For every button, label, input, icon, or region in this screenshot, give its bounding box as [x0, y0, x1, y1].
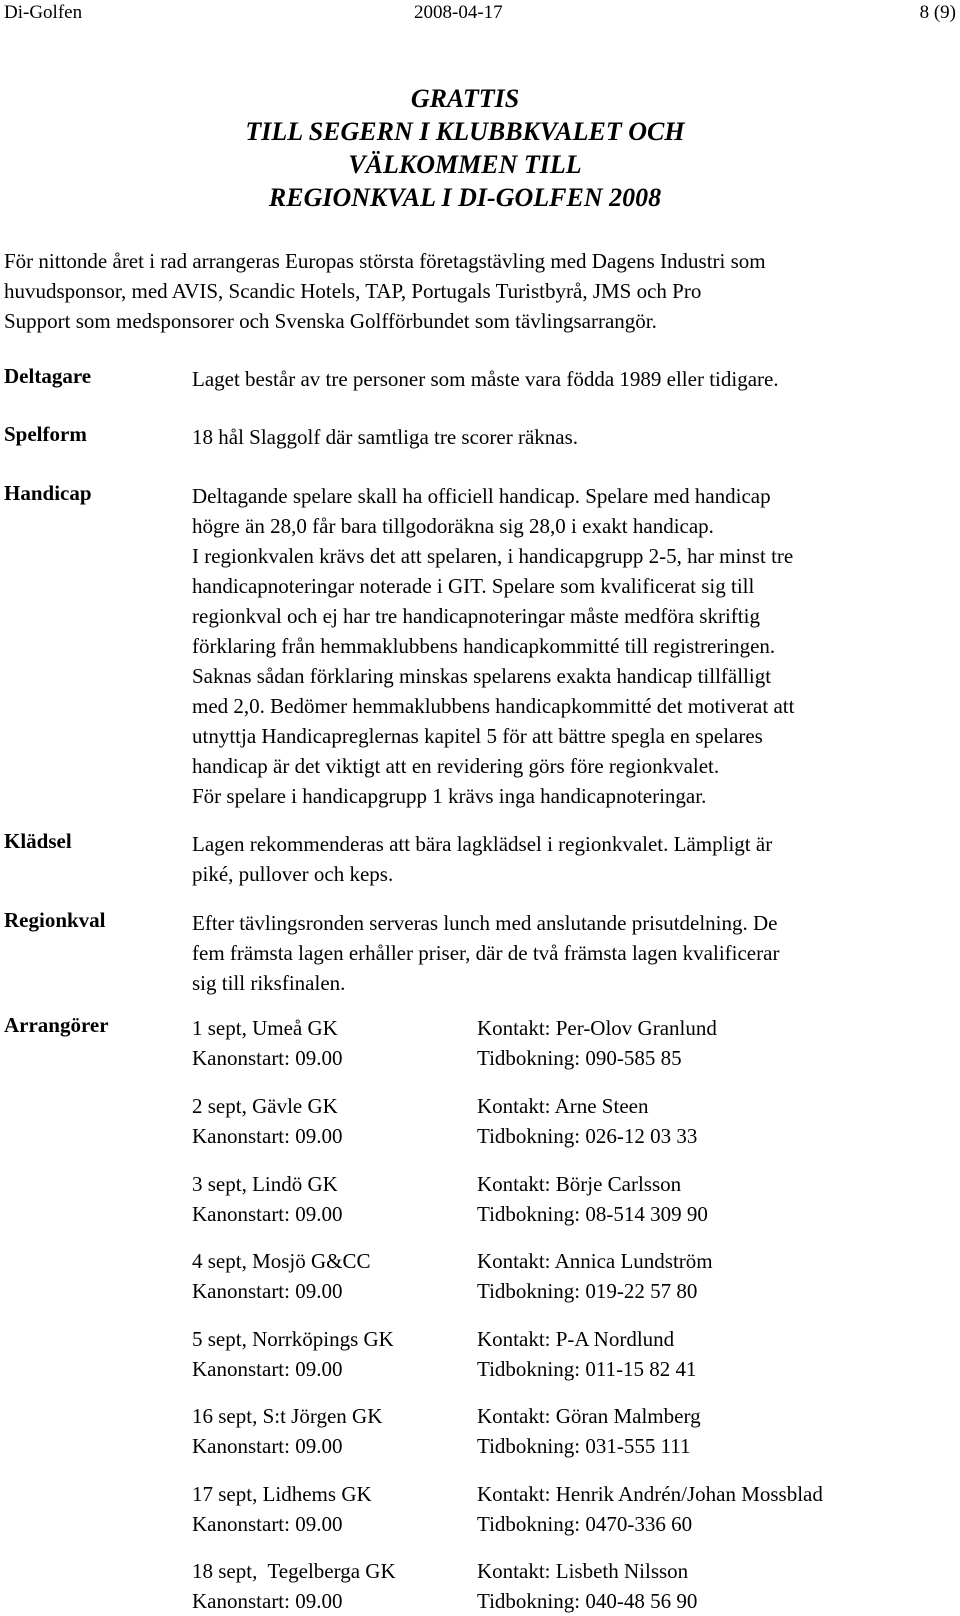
section-line: Lagen rekommenderas att bära lagklädsel i regionkvalet. Lämpligt är	[192, 832, 773, 856]
section-line: högre än 28,0 får bara tillgodoräkna sig 28,0 i exakt handicap.	[192, 514, 714, 538]
event-date-club: 18 sept, Tegelberga GK	[192, 1559, 396, 1583]
event-row	[192, 1479, 932, 1539]
header-date: 2008-04-17	[414, 2, 503, 23]
event-row	[192, 1401, 932, 1461]
section-line: regionkval och ej har tre handicapnoteringar måste medföra skriftig	[192, 604, 760, 628]
section-line: I regionkvalen krävs det att spelaren, i handicapgrupp 2-5, har minst tre	[192, 544, 794, 568]
section-text-spelform	[192, 422, 932, 452]
event-booking: Tidbokning: 031-555 111	[477, 1434, 691, 1458]
event-date-club: 17 sept, Lidhems GK	[192, 1482, 372, 1506]
page-title	[0, 82, 930, 214]
section-line: handicap är det viktigt att en revidering görs före regionkvalet.	[192, 754, 720, 778]
event-contact: Kontakt: Per-Olov Granlund	[477, 1016, 717, 1040]
section-text-deltagare	[192, 364, 932, 394]
event-start: Kanonstart: 09.00	[192, 1357, 343, 1381]
section-line: handicapnoteringar noterade i GIT. Spelare som kvalificerat sig till	[192, 574, 755, 598]
event-contact: Kontakt: Lisbeth Nilsson	[477, 1559, 689, 1583]
event-start: Kanonstart: 09.00	[192, 1434, 343, 1458]
title-line: REGIONKVAL I DI-GOLFEN 2008	[268, 183, 662, 212]
event-date-club: 3 sept, Lindö GK	[192, 1172, 338, 1196]
section-line: För spelare i handicapgrupp 1 krävs inga handicapnoteringar.	[192, 784, 707, 808]
event-row	[192, 1013, 932, 1073]
event-start: Kanonstart: 09.00	[192, 1512, 343, 1536]
title-line: GRATTIS	[410, 84, 520, 113]
section-label-regionkval: Regionkval	[4, 908, 106, 932]
section-line: sig till riksfinalen.	[192, 971, 346, 995]
section-label-arrangorer: Arrangörer	[4, 1013, 109, 1037]
intro-line: Support som medsponsorer och Svenska Golfförbundet som tävlingsarrangör.	[4, 309, 657, 333]
title-line: VÄLKOMMEN TILL	[348, 150, 582, 179]
event-date-club: 16 sept, S:t Jörgen GK	[192, 1404, 383, 1428]
title-line: TILL SEGERN I KLUBBKVALET OCH	[245, 117, 685, 146]
section-label-kladsel: Klädsel	[4, 829, 72, 853]
section-line: Saknas sådan förklaring minskas spelarens exakta handicap tillfälligt	[192, 664, 772, 688]
event-start: Kanonstart: 09.00	[192, 1279, 343, 1303]
event-contact: Kontakt: Arne Steen	[477, 1094, 649, 1118]
event-row	[192, 1556, 932, 1616]
section-text-regionkval	[192, 908, 932, 998]
section-text-handicap	[192, 481, 932, 811]
event-date-club: 2 sept, Gävle GK	[192, 1094, 338, 1118]
event-booking: Tidbokning: 040-48 56 90	[477, 1589, 698, 1613]
section-text-kladsel	[192, 829, 932, 889]
event-booking: Tidbokning: 08-514 309 90	[477, 1202, 708, 1226]
section-line: piké, pullover och keps.	[192, 862, 394, 886]
header-doc-name: Di-Golfen	[4, 2, 83, 23]
section-line: utnyttja Handicapreglernas kapitel 5 för att bättre spegla en spelares	[192, 724, 763, 748]
event-contact: Kontakt: Annica Lundström	[477, 1249, 713, 1273]
event-booking: Tidbokning: 026-12 03 33	[477, 1124, 698, 1148]
event-contact: Kontakt: Börje Carlsson	[477, 1172, 682, 1196]
section-line: Deltagande spelare skall ha officiell handicap. Spelare med handicap	[192, 484, 771, 508]
event-row	[192, 1324, 932, 1384]
event-booking: Tidbokning: 0470-336 60	[477, 1512, 693, 1536]
event-booking: Tidbokning: 011-15 82 41	[477, 1357, 697, 1381]
intro-line: huvudsponsor, med AVIS, Scandic Hotels, TAP, Portugals Turistbyrå, JMS och Pro	[4, 279, 702, 303]
section-line: 18 hål Slaggolf där samtliga tre scorer räknas.	[192, 425, 579, 449]
event-date-club: 1 sept, Umeå GK	[192, 1016, 338, 1040]
event-contact: Kontakt: P-A Nordlund	[477, 1327, 675, 1351]
section-line: med 2,0. Bedömer hemmaklubbens handicapkommitté det motiverat att	[192, 694, 795, 718]
section-line: Laget består av tre personer som måste vara födda 1989 eller tidigare.	[192, 367, 779, 391]
event-contact: Kontakt: Henrik Andrén/Johan Mossblad	[477, 1482, 823, 1506]
event-row	[192, 1091, 932, 1151]
event-start: Kanonstart: 09.00	[192, 1124, 343, 1148]
section-line: fem främsta lagen erhåller priser, där de två främsta lagen kvalificerar	[192, 941, 780, 965]
intro-paragraph	[4, 246, 924, 336]
event-date-club: 4 sept, Mosjö G&CC	[192, 1249, 371, 1273]
event-row	[192, 1246, 932, 1306]
event-booking: Tidbokning: 090-585 85	[477, 1046, 682, 1070]
header-page-number: 8 (9)	[919, 2, 956, 23]
event-start: Kanonstart: 09.00	[192, 1589, 343, 1613]
event-booking: Tidbokning: 019-22 57 80	[477, 1279, 698, 1303]
section-label-handicap: Handicap	[4, 481, 92, 505]
event-start: Kanonstart: 09.00	[192, 1202, 343, 1226]
section-label-spelform: Spelform	[4, 422, 87, 446]
event-date-club: 5 sept, Norrköpings GK	[192, 1327, 394, 1351]
intro-line: För nittonde året i rad arrangeras Europas största företagstävling med Dagens Industri som	[4, 249, 766, 273]
event-start: Kanonstart: 09.00	[192, 1046, 343, 1070]
event-contact: Kontakt: Göran Malmberg	[477, 1404, 701, 1428]
section-line: Efter tävlingsronden serveras lunch med anslutande prisutdelning. De	[192, 911, 778, 935]
section-line: förklaring från hemmaklubbens handicapkommitté till registreringen.	[192, 634, 776, 658]
section-label-deltagare: Deltagare	[4, 364, 92, 388]
event-row	[192, 1169, 932, 1229]
